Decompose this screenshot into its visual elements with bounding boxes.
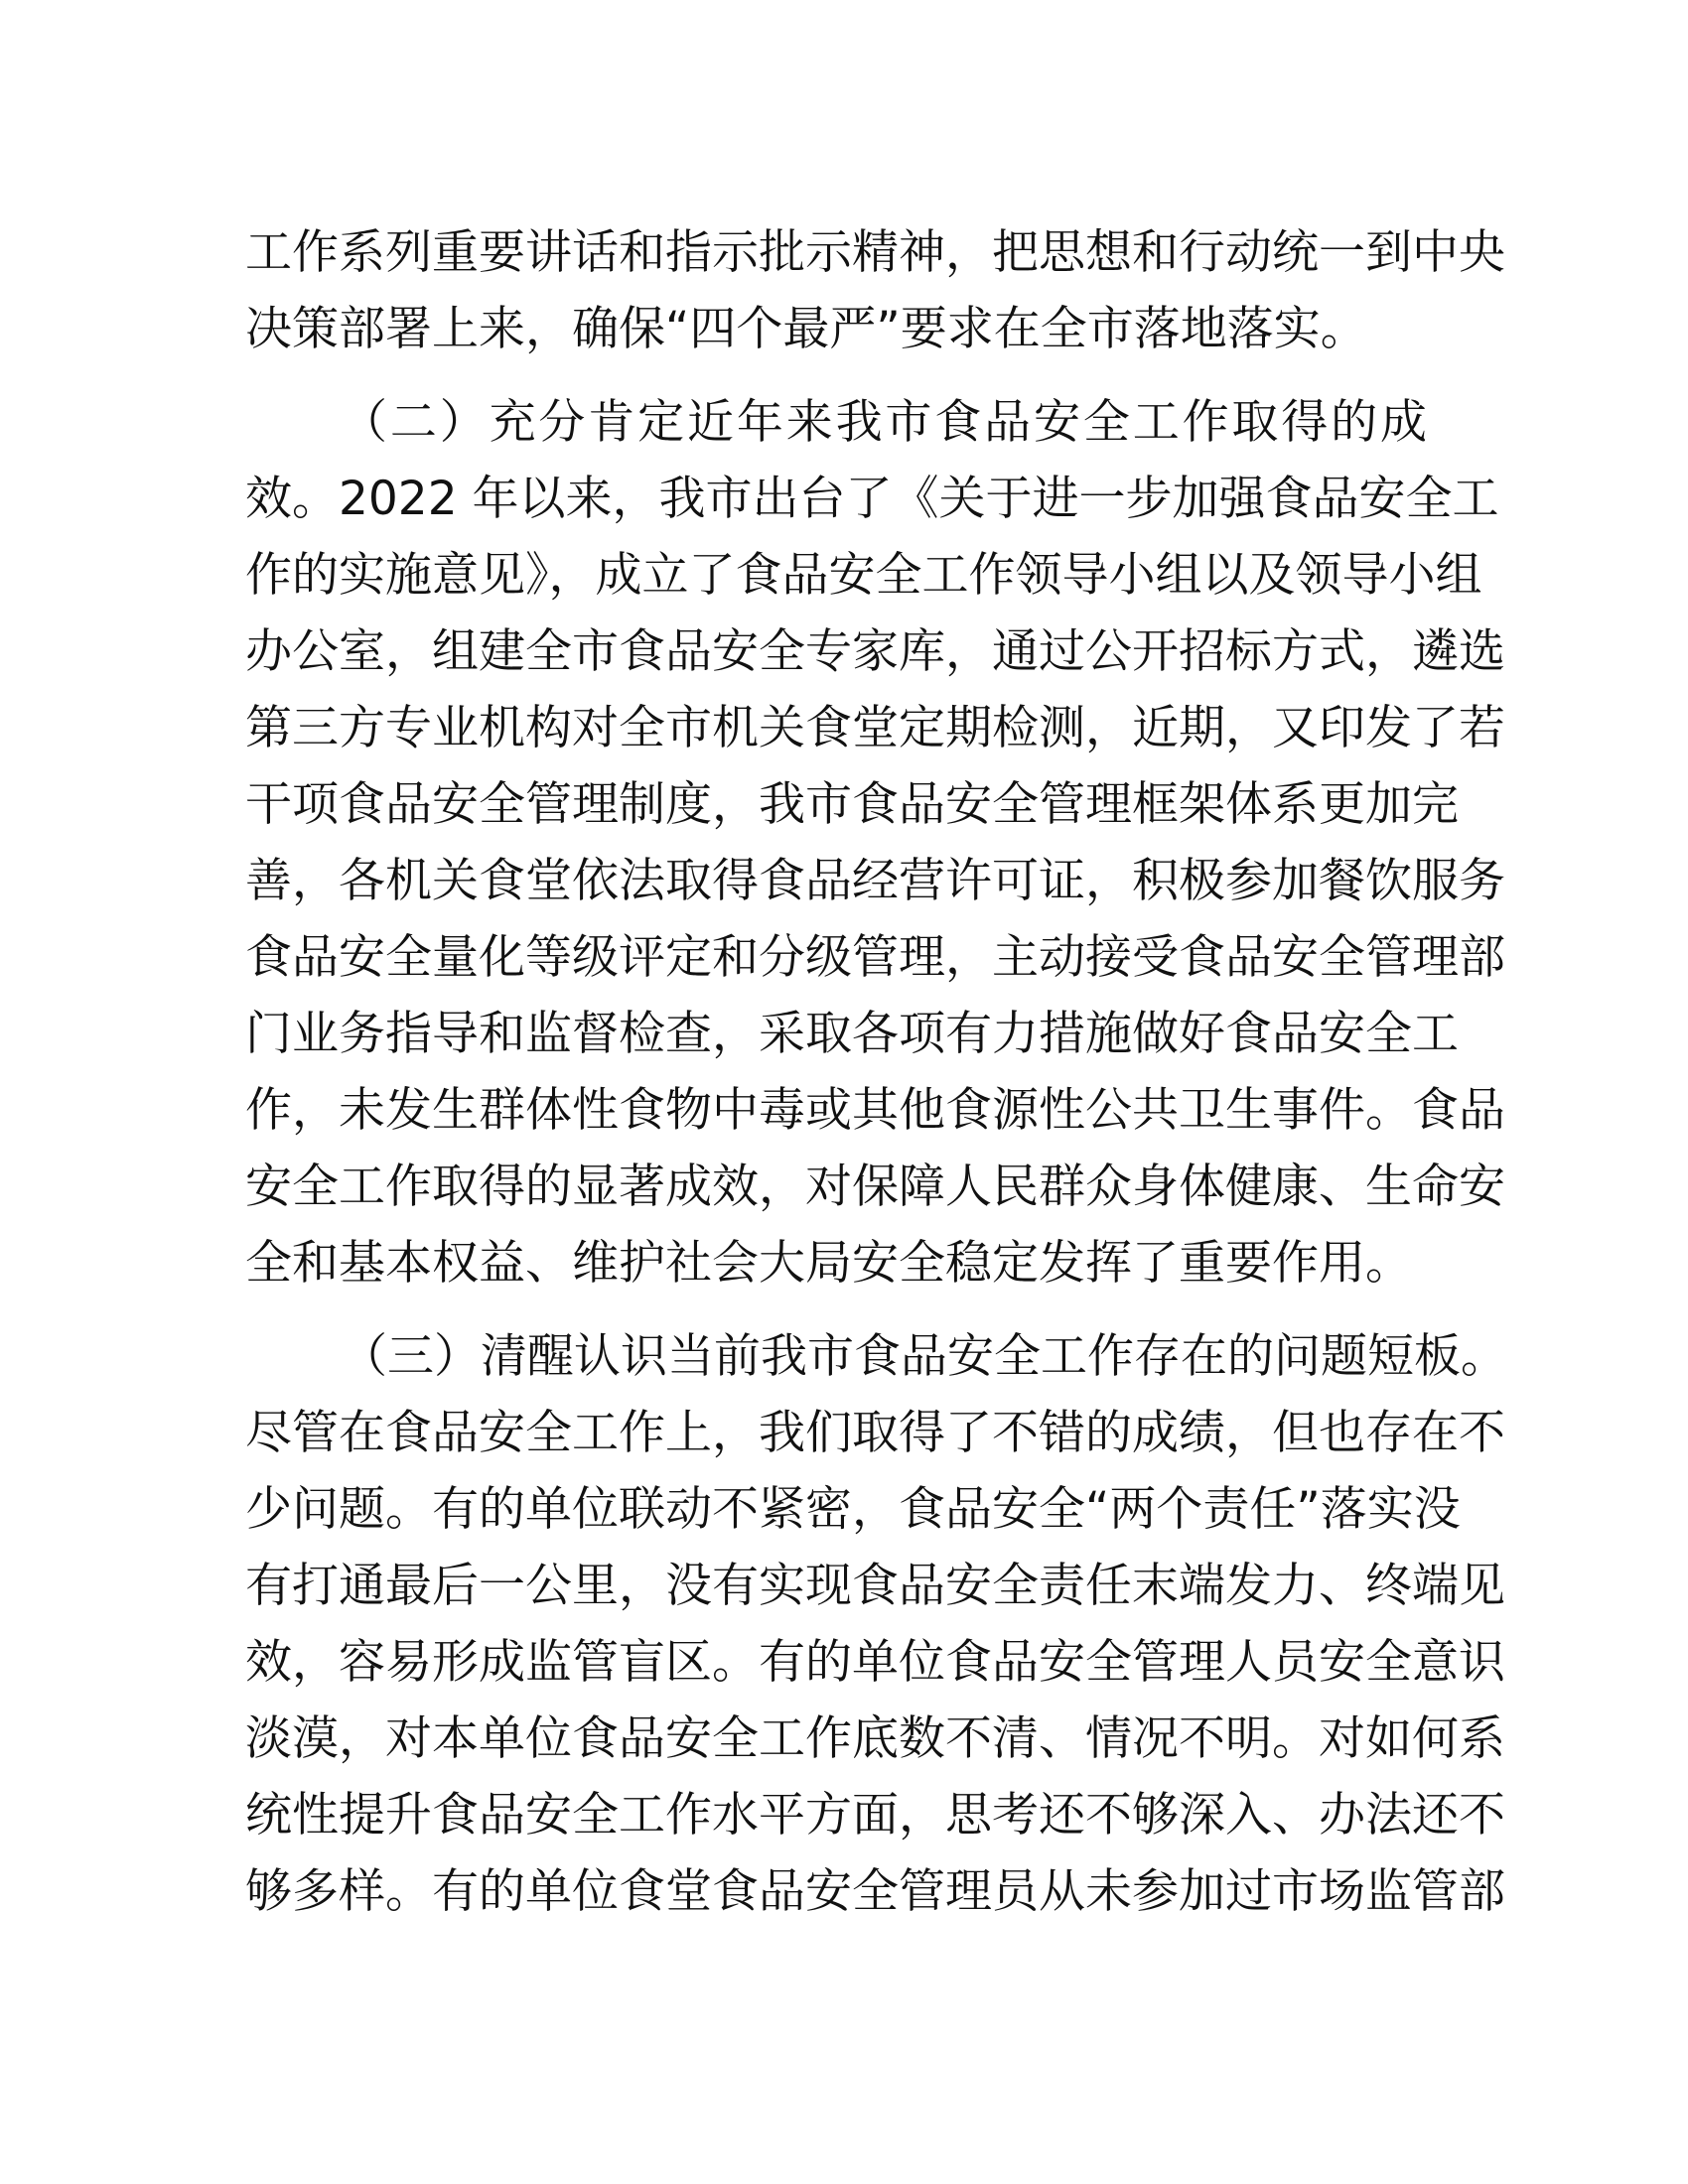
text-line: 作，未发生群体性食物中毒或其他食源性公共卫生事件。食品 xyxy=(245,1083,1505,1138)
text-line: 尽管在食品安全工作上，我们取得了不错的成绩，但也存在不 xyxy=(245,1406,1505,1460)
text-line: 有打通最后一公里，没有实现食品安全责任末端发力、终端见 xyxy=(245,1559,1505,1613)
text-line: 够多样。有的单位食堂食品安全管理员从未参加过市场监管部 xyxy=(245,1864,1505,1919)
text-line: 第三方专业机构对全市机关食堂定期检测，近期，又印发了若 xyxy=(245,701,1505,755)
text-line: 干项食品安全管理制度，我市食品安全管理框架体系更加完 xyxy=(245,777,1459,832)
text-line: 食品安全量化等级评定和分级管理，主动接受食品安全管理部 xyxy=(245,930,1505,985)
text-line: 安全工作取得的显著成效，对保障人民群众身体健康、生命安 xyxy=(245,1160,1505,1214)
text-line: 少问题。有的单位联动不紧密，食品安全“两个责任”落实没 xyxy=(245,1482,1461,1537)
text-line: （三）清醒认识当前我市食品安全工作存在的问题短板。 xyxy=(341,1329,1507,1384)
text-line: 门业务指导和监督检查，采取各项有力措施做好食品安全工 xyxy=(245,1007,1459,1061)
paragraph xyxy=(245,214,1505,367)
text-line: 作的实施意见》，成立了食品安全工作领导小组以及领导小组 xyxy=(245,548,1482,603)
text-line: 决策部署上来，确保“四个最严”要求在全市落地落实。 xyxy=(245,302,1367,356)
text-line: 办公室，组建全市食品安全专家库，通过公开招标方式，遴选 xyxy=(245,624,1505,679)
document-page xyxy=(245,214,1507,1947)
text-line: 工作系列重要讲话和指示批示精神，把思想和行动统一到中央 xyxy=(245,225,1505,280)
text-line: 统性提升食品安全工作水平方面，思考还不够深入、办法还不 xyxy=(245,1788,1505,1843)
text-line: 效。2022 年以来，我市出台了《关于进一步加强食品安全工 xyxy=(245,472,1499,526)
paragraph xyxy=(245,384,1505,1301)
text-line: 全和基本权益、维护社会大局安全稳定发挥了重要作用。 xyxy=(245,1236,1412,1291)
paragraph xyxy=(245,1318,1507,1930)
text-line: 淡漠，对本单位食品安全工作底数不清、情况不明。对如何系 xyxy=(245,1711,1505,1766)
text-line: （二）充分肯定近年来我市食品安全工作取得的成 xyxy=(341,395,1427,450)
text-line: 善，各机关食堂依法取得食品经营许可证，积极参加餐饮服务 xyxy=(245,854,1505,908)
text-line: 效，容易形成监管盲区。有的单位食品安全管理人员安全意识 xyxy=(245,1635,1505,1690)
